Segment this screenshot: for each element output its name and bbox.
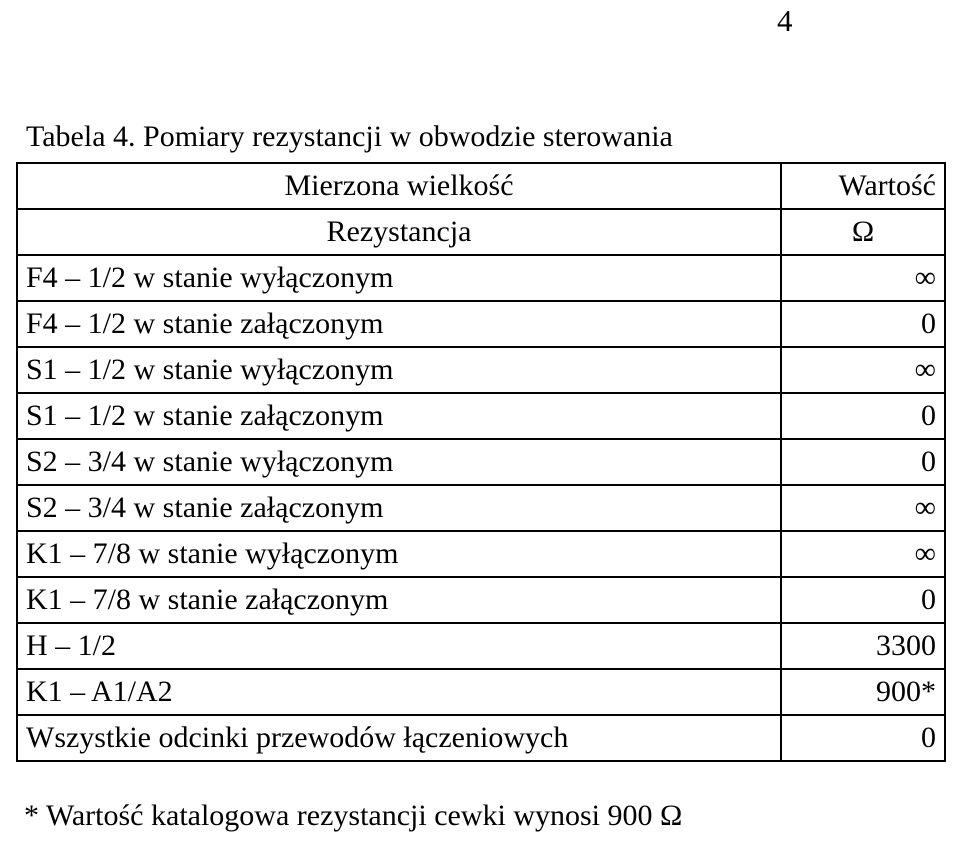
row-value: 0	[781, 393, 945, 439]
row-value: 0	[781, 301, 945, 347]
row-value: 0	[781, 439, 945, 485]
table-row	[17, 715, 945, 761]
table-row	[17, 347, 945, 393]
table-row	[17, 669, 945, 715]
row-label: S1 – 1/2 w stanie załączonym	[17, 393, 781, 439]
row-label: K1 – A1/A2	[17, 669, 781, 715]
row-value: ∞	[781, 255, 945, 301]
resistance-table	[16, 162, 946, 762]
table-row	[17, 439, 945, 485]
row-value: ∞	[781, 485, 945, 531]
row-value: ∞	[781, 347, 945, 393]
table-row	[17, 301, 945, 347]
row-label: F4 – 1/2 w stanie załączonym	[17, 301, 781, 347]
table-row	[17, 577, 945, 623]
header-quantity: Rezystancja	[17, 209, 781, 255]
table-footnote: * Wartość katalogowa rezystancji cewki wynosi 900 Ω	[24, 799, 683, 832]
header-measured-label: Mierzona wielkość	[17, 163, 781, 209]
row-label: Wszystkie odcinki przewodów łączeniowych	[17, 715, 781, 761]
row-label: S1 – 1/2 w stanie wyłączonym	[17, 347, 781, 393]
header-value-label: Wartość	[781, 163, 945, 209]
table-header-row	[17, 163, 945, 209]
header-unit: Ω	[781, 209, 945, 255]
table-row	[17, 485, 945, 531]
row-value: 0	[781, 577, 945, 623]
row-value: 0	[781, 715, 945, 761]
row-label: K1 – 7/8 w stanie wyłączonym	[17, 531, 781, 577]
row-value: 900*	[781, 669, 945, 715]
page-number: 4	[777, 3, 793, 38]
table-row	[17, 393, 945, 439]
row-label: K1 – 7/8 w stanie załączonym	[17, 577, 781, 623]
row-label: H – 1/2	[17, 623, 781, 669]
row-label: F4 – 1/2 w stanie wyłączonym	[17, 255, 781, 301]
table-row	[17, 623, 945, 669]
row-value: 3300	[781, 623, 945, 669]
table-row	[17, 531, 945, 577]
row-label: S2 – 3/4 w stanie załączonym	[17, 485, 781, 531]
table-row	[17, 255, 945, 301]
table-caption: Tabela 4. Pomiary rezystancji w obwodzie sterowania	[26, 120, 673, 153]
row-label: S2 – 3/4 w stanie wyłączonym	[17, 439, 781, 485]
table-subheader-row	[17, 209, 945, 255]
row-value: ∞	[781, 531, 945, 577]
